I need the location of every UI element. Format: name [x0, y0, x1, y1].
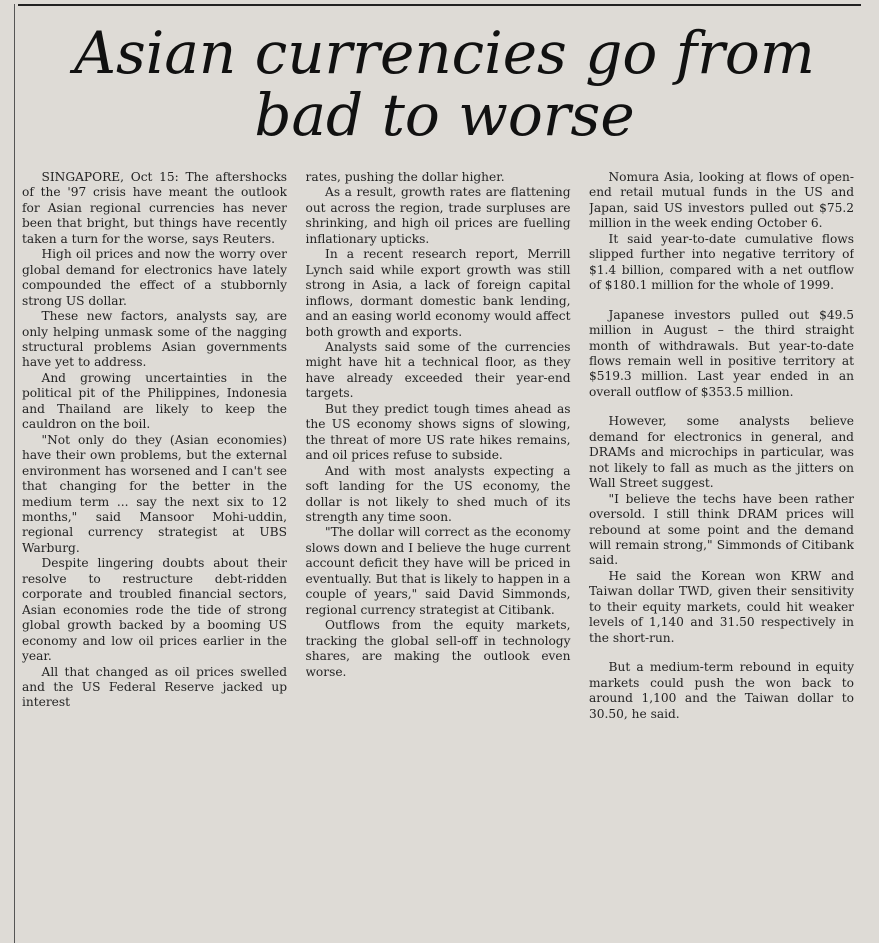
paragraph: "The dollar will correct as the economy slows down and I believe the huge current account deficit they have will be priced in eventually. But that is likely to happen in a couple of years," said David Simmonds, regional currency strategist at Citibank.	[305, 525, 571, 617]
paragraph: High oil prices and now the worry over global demand for electronics have lately compounded the effect of a stubbornly strong US dollar.	[22, 247, 287, 308]
paragraph: And with most analysts expecting a soft landing for the US economy, the dollar is not likely to shed much of its strength any time soon.	[305, 463, 571, 524]
paragraph: All that changed as oil prices swelled and the US Federal Reserve jacked up interest	[22, 664, 287, 710]
paragraph: Despite lingering doubts about their resolve to restructure debt-ridden corporate and troubled financial sectors, Asian economies rode the tide of strong global growth backed by a booming US economy and low oil prices earlier in the year.	[22, 556, 287, 664]
article-column-1	[22, 170, 287, 930]
paragraph: In a recent research report, Merrill Lynch said while export growth was still strong in Asia, a lack of foreign capital inflows, dormant domestic bank lending, and an easing world economy would affect both growth and exports.	[305, 247, 571, 339]
left-column-rule	[14, 4, 15, 943]
paragraph: He said the Korean won KRW and Taiwan dollar TWD, given their sensitivity to their equity markets, could hit weaker levels of 1,140 and 31.50 respectively in the short-run.	[589, 568, 854, 645]
paragraph: And growing uncertainties in the political pit of the Philippines, Indonesia and Thailand are likely to keep the cauldron on the boil.	[22, 370, 287, 432]
paragraph: These new factors, analysts say, are only helping unmask some of the nagging structural problems Asian governments have yet to address.	[22, 309, 287, 370]
article-column-3	[589, 170, 854, 930]
article-body	[22, 170, 854, 930]
paragraph: Japanese investors pulled out $49.5 million in August – the third straight month of withdrawals. But year-to-date flows remain well in positive territory at $519.3 million. Last year ended in an overall outflow of $353.5 million.	[589, 307, 854, 399]
paragraph: SINGAPORE, Oct 15: The aftershocks of the '97 crisis have meant the outlook for Asian regional currencies has never been that bright, but things have recently taken a turn for the worse, says Reuters.	[22, 170, 287, 246]
paragraph: It said year-to-date cumulative flows slipped further into negative territory of $1.4 billion, compared with a net outflow of $180.1 million for the whole of 1999.	[589, 231, 854, 293]
paragraph: However, some analysts believe demand for electronics in general, and DRAMs and microchips in particular, was not likely to fall as much as the jitters on Wall Street suggest.	[589, 414, 854, 491]
paragraph: But they predict tough times ahead as the US economy shows signs of slowing, the threat of more US rate hikes remains, and oil prices refuse to subside.	[305, 401, 571, 463]
paragraph: As a result, growth rates are flattening out across the region, trade surpluses are shrinking, and high oil prices are fuelling inflationary upticks.	[305, 185, 571, 246]
headline: Asian currencies go from bad to worse	[74, 19, 815, 149]
paragraph: Nomura Asia, looking at flows of open-end retail mutual funds in the US and Japan, said US investors pulled out $75.2 million in the week ending October 6.	[589, 170, 854, 231]
paragraph: "Not only do they (Asian economies) have their own problems, but the external environment has worsened and I can't see that changing for the better in the medium term ... say the next six to 12 months," said Mansoor Mohi-uddin, regional currency strategist at UBS Warburg.	[22, 432, 287, 555]
paragraph: rates, pushing the dollar higher.	[305, 170, 505, 184]
paragraph: Analysts said some of the currencies might have hit a technical floor, as they have already exceeded their year-end targets.	[305, 339, 571, 401]
paragraph: Outflows from the equity markets, tracking the global sell-off in technology shares, are making the outlook even worse.	[305, 618, 571, 679]
paragraph: But a medium-term rebound in equity markets could push the won back to around 1,100 and the Taiwan dollar to 30.50, he said.	[589, 660, 854, 721]
paragraph: "I believe the techs have been rather oversold. I still think DRAM prices will rebound at some point and the demand will remain strong," Simmonds of Citibank said.	[589, 491, 854, 568]
top-rule	[18, 4, 861, 6]
article-column-2	[306, 170, 571, 930]
